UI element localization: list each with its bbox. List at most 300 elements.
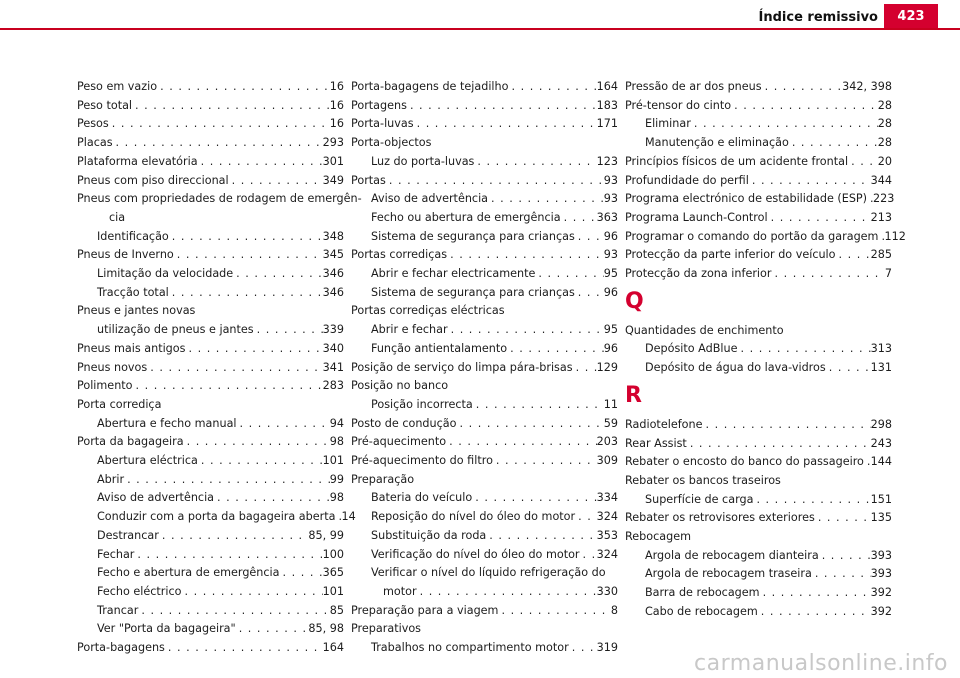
dot-leader: [233, 265, 322, 284]
index-entry: [77, 97, 344, 116]
dot-leader: [169, 228, 323, 247]
index-entry: [351, 433, 618, 452]
index-entry: [625, 172, 892, 191]
entry-page-ref[interactable]: 348: [322, 229, 344, 243]
entry-page-ref[interactable]: 346: [322, 285, 344, 299]
dot-leader: [124, 471, 330, 490]
entry-page-ref[interactable]: 123: [596, 154, 618, 168]
index-entry: [77, 228, 344, 247]
index-entry: [351, 489, 618, 508]
entry-page-ref[interactable]: 7: [884, 267, 892, 281]
dot-leader: [508, 78, 596, 97]
entry-page-ref[interactable]: 85, 98: [308, 622, 344, 636]
entry-term: Pré-aquecimento do filtro: [351, 454, 493, 468]
dot-leader: [760, 584, 871, 603]
entry-page-ref[interactable]: 100: [322, 547, 344, 561]
dot-leader: [535, 265, 603, 284]
index-entry: [77, 134, 344, 153]
entry-page-ref[interactable]: 112: [884, 229, 906, 243]
entry-page-ref[interactable]: 98: [329, 435, 344, 449]
entry-term: Protecção da zona inferior: [625, 267, 772, 281]
index-entry: [77, 377, 344, 396]
header-divider: [0, 28, 960, 30]
entry-term: Trancar: [97, 603, 139, 617]
index-entry: [625, 584, 892, 603]
entry-term: Radiotelefone: [625, 417, 703, 431]
dot-leader: [386, 172, 604, 191]
entry-page-ref[interactable]: 94: [329, 416, 344, 430]
entry-term: Sistema de segurança para crianças: [371, 229, 575, 243]
dot-leader: [414, 115, 597, 134]
index-entry: [77, 359, 344, 378]
index-heading: Preparativos: [351, 622, 421, 636]
index-entry: [77, 153, 344, 172]
entry-term: Programa Launch-Control: [625, 210, 768, 224]
entry-page-ref[interactable]: 20: [877, 154, 892, 168]
dot-leader: [229, 172, 323, 191]
entry-term: Programar o comando do portão da garagem: [625, 229, 879, 243]
dot-leader: [448, 321, 604, 340]
dot-leader: [819, 547, 871, 566]
entry-page-ref[interactable]: 85, 99: [308, 528, 344, 542]
entry-page-ref[interactable]: 334: [596, 491, 618, 505]
dot-leader: [446, 433, 597, 452]
index-entry: [351, 415, 618, 434]
entry-term: Pesos: [77, 117, 109, 131]
entry-page-ref[interactable]: 144: [870, 455, 892, 469]
index-entry: [625, 359, 892, 378]
dot-leader: [569, 639, 597, 658]
entry-term: Plataforma elevatória: [77, 154, 198, 168]
dot-leader: [147, 359, 322, 378]
entry-term: Aviso de advertência: [97, 491, 215, 505]
entry-page-ref[interactable]: 93: [603, 248, 618, 262]
entry-page-ref[interactable]: 223: [873, 192, 895, 206]
index-entry: [625, 547, 892, 566]
entry-page-ref[interactable]: 96: [603, 341, 618, 355]
entry-page-ref[interactable]: 129: [596, 360, 618, 374]
index-entry: [351, 546, 618, 565]
entry-page-ref[interactable]: 213: [870, 210, 892, 224]
index-entry: [351, 602, 618, 621]
entry-term: Pneus de Inverno: [77, 248, 174, 262]
entry-term: Trabalhos no compartimento motor: [371, 641, 569, 655]
index-entry: [625, 115, 892, 134]
entry-page-ref[interactable]: 324: [596, 547, 618, 561]
dot-leader: [731, 97, 878, 116]
entry-page-ref[interactable]: 363: [596, 210, 618, 224]
dot-leader: [474, 153, 596, 172]
entry-term: Pneus novos: [77, 360, 148, 374]
index-entry: [351, 452, 618, 471]
index-entry: [77, 620, 344, 639]
entry-page-ref[interactable]: 392: [870, 604, 892, 618]
dot-leader: [826, 359, 871, 378]
dot-leader: [138, 602, 329, 621]
dot-leader: [198, 153, 323, 172]
entry-term: Verificação do nível do óleo do motor: [371, 547, 580, 561]
index-entry: [77, 321, 344, 340]
index-entry: [625, 134, 892, 153]
entry-page-ref[interactable]: 339: [322, 323, 344, 337]
section-letter: R: [625, 382, 642, 408]
entry-term: Aviso de advertência: [371, 192, 489, 206]
dot-leader: [417, 583, 597, 602]
dot-leader: [561, 209, 597, 228]
index-entry: [351, 246, 618, 265]
entry-term: Porta-luvas: [351, 117, 414, 131]
entry-term: Porta-bagagens de tejadilho: [351, 80, 509, 93]
entry-page-ref[interactable]: 344: [870, 173, 892, 187]
entry-term: Posto de condução: [351, 416, 457, 430]
page-title: Índice remissivo: [758, 10, 878, 25]
entry-page-ref[interactable]: 14: [341, 510, 356, 524]
entry-term: Portas: [351, 173, 386, 187]
dot-leader: [236, 620, 309, 639]
index-entry: [351, 97, 618, 116]
index-heading: Portas corrediças eléctricas: [351, 304, 505, 318]
entry-term: Placas: [77, 136, 113, 150]
index-entry: [351, 340, 618, 359]
entry-page-ref[interactable]: 28: [877, 117, 892, 131]
watermark: carmanualsonline.info: [694, 651, 948, 676]
entry-page-ref[interactable]: 96: [603, 285, 618, 299]
entry-page-ref[interactable]: 28: [877, 98, 892, 112]
entry-page-ref[interactable]: 283: [322, 379, 344, 393]
dot-leader: [237, 415, 330, 434]
index-heading: cia: [109, 210, 126, 224]
index-entry: [625, 416, 892, 435]
dot-leader: [113, 134, 323, 153]
entry-term: Luz do porta-luvas: [371, 154, 475, 168]
page-number-badge: 423: [884, 4, 938, 28]
entry-page-ref[interactable]: 392: [870, 586, 892, 600]
index-entry: [77, 246, 344, 265]
entry-term: Argola de rebocagem dianteira: [645, 548, 819, 562]
index-entry: [77, 115, 344, 134]
entry-page-ref[interactable]: 95: [603, 323, 618, 337]
index-heading: Porta corrediça: [77, 397, 162, 411]
index-heading: Rebater os bancos traseiros: [625, 473, 781, 487]
entry-page-ref[interactable]: 301: [322, 154, 344, 168]
entry-page-ref[interactable]: 353: [596, 528, 618, 542]
entry-page-ref[interactable]: 98: [329, 491, 344, 505]
entry-page-ref[interactable]: 340: [322, 341, 344, 355]
entry-term: Abertura eléctrica: [97, 454, 198, 468]
index-entry: [625, 78, 892, 97]
dot-leader: [185, 340, 322, 359]
dot-leader: [812, 565, 871, 584]
dot-leader: [132, 97, 330, 116]
entry-page-ref[interactable]: 324: [596, 510, 618, 524]
entry-term: Abrir: [97, 472, 125, 486]
entry-term: Pneus mais antigos: [77, 341, 186, 355]
dot-leader: [174, 246, 323, 265]
dot-leader: [687, 435, 871, 454]
index-entry: [625, 603, 892, 622]
entry-term: utilização de pneus e jantes: [97, 323, 254, 337]
entry-page-ref[interactable]: 164: [322, 641, 344, 655]
dot-leader: [456, 415, 603, 434]
index-entry: [351, 321, 618, 340]
index-heading: Quantidades de enchimento: [625, 323, 784, 337]
entry-page-ref[interactable]: 319: [596, 641, 618, 655]
entry-term: Protecção da parte inferior do veículo: [625, 248, 836, 262]
entry-page-ref[interactable]: 341: [322, 360, 344, 374]
entry-term: Pneus com piso direccional: [77, 173, 229, 187]
entry-term: Programa electrónico de estabilidade (ESP): [625, 192, 868, 206]
dot-leader: [159, 527, 309, 546]
index-column-2: [351, 78, 618, 658]
entry-page-ref[interactable]: 293: [322, 136, 344, 150]
index-column-1: [77, 78, 362, 658]
entry-term: Limitação da velocidade: [97, 267, 234, 281]
dot-leader: [133, 377, 323, 396]
section-letter: Q: [625, 288, 644, 314]
dot-leader: [488, 190, 604, 209]
dot-leader: [447, 246, 604, 265]
entry-term: Substituição da roda: [371, 528, 487, 542]
entry-term: Sistema de segurança para crianças: [371, 285, 575, 299]
entry-term: Porta-bagagens: [77, 641, 165, 655]
dot-leader: [691, 115, 878, 134]
dot-leader: [254, 321, 323, 340]
dot-leader: [157, 78, 330, 97]
index-entry: [77, 78, 344, 97]
dot-leader: [184, 433, 330, 452]
entry-term: Pré-aquecimento: [351, 435, 447, 449]
entry-term: Posição incorrecta: [371, 397, 473, 411]
entry-page-ref[interactable]: 393: [870, 548, 892, 562]
entry-term: Portas corrediças: [351, 248, 448, 262]
entry-term: Conduzir com a porta da bagageira aberta: [97, 510, 336, 524]
dot-leader: [762, 78, 843, 97]
entry-term: Manutenção e eliminação: [645, 136, 789, 150]
entry-term: Preparação para a viagem: [351, 603, 499, 617]
index-entry: [625, 190, 895, 209]
index-entry: [625, 491, 892, 510]
index-entry: [625, 453, 892, 472]
entry-page-ref[interactable]: 349: [322, 173, 344, 187]
dot-leader: [789, 134, 878, 153]
index-entry: [625, 228, 906, 247]
dot-leader: [280, 564, 323, 583]
index-entry: [77, 452, 344, 471]
entry-term: Peso total: [77, 98, 133, 112]
entry-term: Função antientalamento: [371, 341, 508, 355]
entry-term: Cabo de rebocagem: [645, 604, 758, 618]
entry-term: Fecho eléctrico: [97, 584, 182, 598]
index-entry: [77, 284, 344, 303]
dot-leader: [473, 396, 604, 415]
entry-page-ref[interactable]: 285: [870, 248, 892, 262]
index-entry: [351, 284, 618, 303]
index-entry: [77, 433, 344, 452]
entry-page-ref[interactable]: 11: [603, 397, 618, 411]
dot-leader: [109, 115, 330, 134]
dot-leader: [507, 340, 604, 359]
dot-leader: [498, 602, 610, 621]
entry-term: Porta da bagageira: [77, 435, 184, 449]
entry-term: Eliminar: [645, 117, 691, 131]
entry-page-ref[interactable]: 28: [877, 136, 892, 150]
entry-term: Rebater o encosto do banco do passageiro: [625, 455, 864, 469]
index-entry: [77, 508, 356, 527]
entry-page-ref[interactable]: 16: [329, 98, 344, 112]
entry-page-ref[interactable]: 59: [603, 416, 618, 430]
entry-page-ref[interactable]: 365: [322, 566, 344, 580]
entry-page-ref[interactable]: 96: [603, 229, 618, 243]
entry-page-ref[interactable]: 171: [596, 117, 618, 131]
entry-page-ref[interactable]: 93: [603, 173, 618, 187]
dot-leader: [580, 546, 597, 565]
entry-term: Abrir e fechar: [371, 323, 448, 337]
index-heading: Posição no banco: [351, 379, 449, 393]
index-entry: [77, 172, 344, 191]
entry-page-ref[interactable]: 135: [870, 511, 892, 525]
entry-term: Identificação: [97, 229, 169, 243]
index-heading: Preparação: [351, 472, 415, 486]
index-entry: [351, 639, 618, 658]
entry-term: Bateria do veículo: [371, 491, 473, 505]
dot-leader: [165, 639, 323, 658]
dot-leader: [771, 265, 884, 284]
entry-page-ref[interactable]: 330: [596, 584, 618, 598]
entry-page-ref[interactable]: 342, 398: [842, 80, 892, 93]
entry-term: Posição de serviço do limpa pára-brisas: [351, 360, 573, 374]
entry-term: Depósito AdBlue: [645, 342, 738, 356]
entry-term: Depósito de água do lava-vidros: [645, 361, 826, 375]
entry-page-ref[interactable]: 151: [870, 492, 892, 506]
index-entry: [625, 209, 892, 228]
dot-leader: [472, 489, 596, 508]
entry-term: Peso em vazio: [77, 80, 158, 93]
entry-term: Rear Assist: [625, 436, 687, 450]
dot-leader: [768, 209, 871, 228]
index-entry: [625, 153, 892, 172]
dot-leader: [737, 340, 870, 359]
entry-term: Abertura e fecho manual: [97, 416, 237, 430]
entry-term: Reposição do nível do óleo do motor: [371, 510, 576, 524]
dot-leader: [493, 452, 597, 471]
entry-term: Polimento: [77, 379, 133, 393]
dot-leader: [815, 509, 871, 528]
entry-term: Barra de rebocagem: [645, 586, 760, 600]
entry-page-ref[interactable]: 298: [870, 417, 892, 431]
entry-term: Superfície de carga: [645, 492, 754, 506]
dot-leader: [214, 489, 330, 508]
dot-leader: [486, 527, 596, 546]
entry-term: Princípios físicos de um acidente frontal: [625, 154, 849, 168]
entry-term: Argola de rebocagem traseira: [645, 567, 812, 581]
index-entry: [625, 565, 892, 584]
entry-page-ref[interactable]: 203: [596, 435, 618, 449]
index-entry: [351, 265, 618, 284]
entry-term: Profundidade do perfil: [625, 173, 749, 187]
index-entry: [77, 546, 344, 565]
entry-term: Fechar: [97, 547, 135, 561]
entry-page-ref[interactable]: 99: [329, 472, 344, 486]
index-entry: [625, 97, 892, 116]
entry-page-ref[interactable]: 243: [870, 436, 892, 450]
index-column-3: [625, 78, 906, 622]
dot-leader: [198, 452, 323, 471]
index-entry: [77, 583, 344, 602]
entry-page-ref[interactable]: 345: [322, 248, 344, 262]
index-heading: Rebocagem: [625, 530, 691, 544]
entry-page-ref[interactable]: 101: [322, 454, 344, 468]
dot-leader: [848, 153, 878, 172]
index-entry: [351, 115, 618, 134]
index-entry: [77, 265, 344, 284]
index-heading: Pneus com propriedades de rodagem de emergên-: [77, 192, 362, 206]
dot-leader: [573, 359, 597, 378]
dot-leader: [134, 546, 322, 565]
entry-page-ref[interactable]: 346: [322, 267, 344, 281]
index-entry: [351, 396, 618, 415]
entry-page-ref[interactable]: 164: [596, 80, 618, 93]
index-entry: [625, 435, 892, 454]
index-entry: [351, 172, 618, 191]
entry-page-ref[interactable]: 16: [329, 80, 344, 93]
dot-leader: [575, 228, 604, 247]
entry-page-ref[interactable]: 131: [870, 361, 892, 375]
dot-leader: [181, 583, 322, 602]
entry-page-ref[interactable]: 95: [603, 267, 618, 281]
index-entry: [351, 359, 618, 378]
entry-term: Fecho e abertura de emergência: [97, 566, 280, 580]
entry-term: Ver "Porta da bagageira": [97, 622, 236, 636]
entry-page-ref[interactable]: 313: [870, 342, 892, 356]
index-entry: [625, 509, 892, 528]
entry-page-ref[interactable]: 93: [603, 192, 618, 206]
dot-leader: [575, 284, 604, 303]
entry-page-ref[interactable]: 309: [596, 454, 618, 468]
index-entry: [351, 527, 618, 546]
index-entry: [77, 639, 344, 658]
index-entry: [77, 602, 344, 621]
index-entry: [351, 508, 618, 527]
entry-term: Pressão de ar dos pneus: [625, 80, 762, 93]
index-entry: [351, 228, 618, 247]
index-entry: [351, 153, 618, 172]
entry-page-ref[interactable]: 393: [870, 567, 892, 581]
index-entry: [625, 340, 892, 359]
index-entry: [625, 265, 892, 284]
entry-page-ref[interactable]: 8: [610, 603, 618, 617]
index-heading: Verificar o nível do líquido refrigeração do: [371, 566, 606, 580]
entry-page-ref[interactable]: 16: [329, 117, 344, 131]
index-entry: [77, 564, 344, 583]
index-entry: [351, 78, 618, 97]
entry-page-ref[interactable]: 101: [322, 584, 344, 598]
dot-leader: [864, 453, 871, 472]
entry-term: Rebater os retrovisores exteriores: [625, 511, 815, 525]
dot-leader: [758, 603, 871, 622]
entry-term: Tracção total: [97, 285, 169, 299]
index-entry: [77, 527, 344, 546]
index-entry: [77, 415, 344, 434]
index-entry: [351, 190, 618, 209]
entry-term: Abrir e fechar electricamente: [371, 267, 536, 281]
index-heading: Porta-objectos: [351, 136, 432, 150]
dot-leader: [702, 416, 870, 435]
entry-page-ref[interactable]: 85: [329, 603, 344, 617]
entry-term: Pré-tensor do cinto: [625, 98, 732, 112]
dot-leader: [749, 172, 871, 191]
entry-term: Portagens: [351, 98, 407, 112]
entry-page-ref[interactable]: 183: [596, 98, 618, 112]
